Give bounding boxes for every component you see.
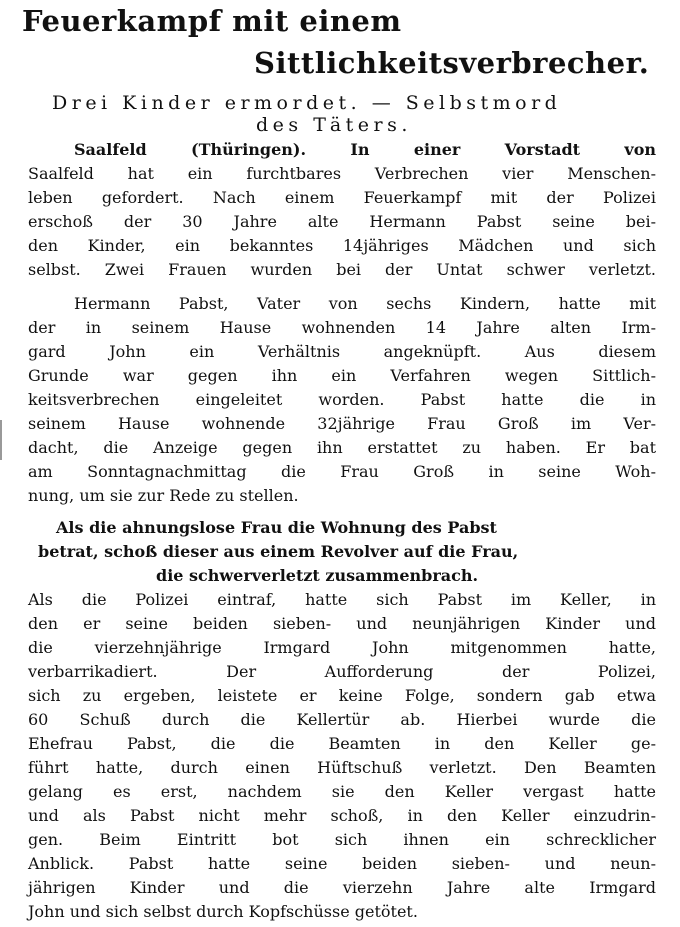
body-line: dacht, die Anzeige gegen ihn erstattet zu haben. Er bat — [28, 438, 656, 457]
body-line: und als Pabst nicht mehr schoß, in den Keller einzudrin- — [28, 806, 656, 825]
body-line: sich zu ergeben, leistete er keine Folge, sondern gab etwa — [28, 686, 656, 705]
emphasis-line: die schwerverletzt zusammenbrach. — [156, 566, 479, 585]
headline-line-2: Sittlichkeitsverbrecher. — [254, 46, 650, 80]
body-line: erschoß der 30 Jahre alte Hermann Pabst seine bei- — [28, 212, 656, 231]
subheadline-line-1: Drei Kinder ermordet. — Selbstmord — [52, 92, 562, 114]
body-line: am Sonntagnachmittag die Frau Groß in seine Woh- — [28, 462, 656, 481]
subheadline-line-2: des Täters. — [256, 114, 412, 136]
body-line: nung, um sie zur Rede zu stellen. — [28, 486, 299, 505]
emphasis-line: Als die ahnungslose Frau die Wohnung des Pabst — [56, 518, 497, 537]
body-line: Grunde war gegen ihn ein Verfahren wegen Sittlich- — [28, 366, 656, 385]
body-line: Als die Polizei eintraf, hatte sich Pabst im Keller, in — [28, 590, 656, 609]
body-line: John und sich selbst durch Kopfschüsse getötet. — [28, 902, 418, 921]
body-line: keitsverbrechen eingeleitet worden. Pabst hatte die in — [28, 390, 656, 409]
body-line: Ehefrau Pabst, die die Beamten in den Keller ge- — [28, 734, 656, 753]
body-line: gelang es erst, nachdem sie den Keller vergast hatte — [28, 782, 656, 801]
body-line: verbarrikadiert. Der Aufforderung der Polizei, — [28, 662, 656, 681]
body-line: jährigen Kinder und die vierzehn Jahre alte Irmgard — [28, 878, 656, 897]
body-line: 60 Schuß durch die Kellertür ab. Hierbei wurde die — [28, 710, 656, 729]
body-line: seinem Hause wohnende 32jährige Frau Groß im Ver- — [28, 414, 656, 433]
body-line: führt hatte, durch einen Hüftschuß verletzt. Den Beamten — [28, 758, 656, 777]
body-line: den Kinder, ein bekanntes 14jähriges Mädchen und sich — [28, 236, 656, 255]
emphasis-line: betrat, schoß dieser aus einem Revolver auf die Frau, — [38, 542, 519, 561]
body-line: Hermann Pabst, Vater von sechs Kindern, hatte mit — [74, 294, 656, 313]
body-line: den er seine beiden sieben- und neunjährigen Kinder und — [28, 614, 656, 633]
body-line: leben gefordert. Nach einem Feuerkampf mit der Polizei — [28, 188, 656, 207]
body-line: Saalfeld hat ein furchtbares Verbrechen vier Menschen- — [28, 164, 656, 183]
body-line: die vierzehnjährige Irmgard John mitgenommen hatte, — [28, 638, 656, 657]
body-line: Saalfeld (Thüringen). In einer Vorstadt von — [74, 140, 656, 159]
body-line: Anblick. Pabst hatte seine beiden sieben- und neun- — [28, 854, 656, 873]
body-line: gen. Beim Eintritt bot sich ihnen ein schrecklicher — [28, 830, 656, 849]
body-line: gard John ein Verhältnis angeknüpft. Aus diesem — [28, 342, 656, 361]
headline-line-1: Feuerkampf mit einem — [22, 4, 402, 38]
scan-edge-mark — [0, 420, 2, 460]
body-line: selbst. Zwei Frauen wurden bei der Untat schwer verletzt. — [28, 260, 656, 279]
body-line: der in seinem Hause wohnenden 14 Jahre alten Irm- — [28, 318, 656, 337]
